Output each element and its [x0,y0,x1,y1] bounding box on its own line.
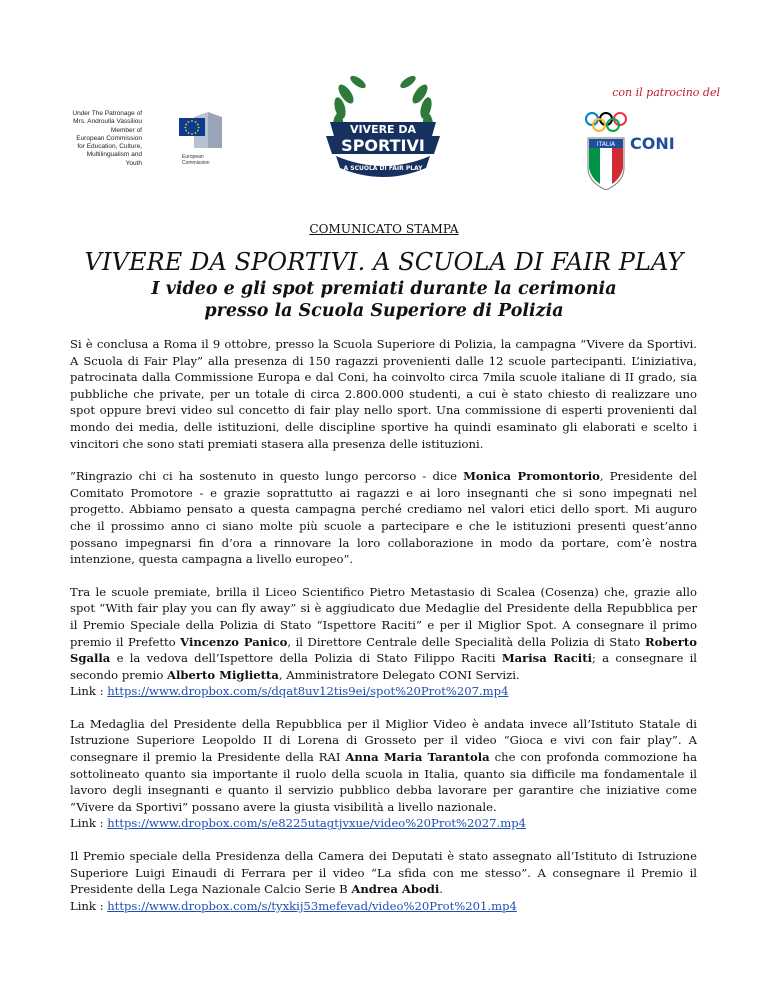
link-video-prot-1[interactable]: https://www.dropbox.com/s/tyxkij53mefevad/video%20Prot%201.mp4 [107,898,517,913]
coni-patronage-text: con il patrocino del [612,86,720,99]
link-spot-prot-7[interactable]: https://www.dropbox.com/s/dqat8uv12tis9ei/spot%20Prot%207.mp4 [107,684,509,699]
paragraph-leopoldo-lorena [70,716,697,832]
p4-text-a: La Medaglia del Presidente della Repubblica per il Miglior Video è andata invece all’Istituto Statale di Istruzione Superiore Leopoldo II di Lorena di Grosseto per il video “Gioca e vivi con fair play”. A consegnare il premio la Presidente della RAI [70,716,697,765]
main-title: VIVERE DA SPORTIVI. A SCUOLA DI FAIR PLAY [84,248,684,276]
vds-logo-line1: VIVERE DA [349,123,417,136]
comunicato-stampa-label: COMUNICATO STAMPA [309,222,459,236]
quote-text-a: ”Ringrazio chi ci ha sostenuto in questo lungo percorso - dice [70,469,464,484]
p3-text-e: e la vedova dell’Ispettore della Polizia di Stato Filippo Raciti [110,651,502,666]
paragraph-intro: Si è conclusa a Roma il 9 ottobre, presso la Scuola Superiore di Polizia, la campagna “Vivere da Sportivi. A Scuola di Fair Play” alla presenza di 150 ragazzi provenienti dalle 12 scuole partecipanti. L’iniziativa, patrocinata dalla Commissione Europa e dal Coni, ha coinvolto circa 7mila scuole italiane di II grado, sia pubbliche che private, per un totale di circa 2.800.000 studenti, a cui è stato chiesto di realizzare uno spot oppure brevi video sul concetto di fair play nello sport. Una commissione di esperti provenienti dal mondo dei media, delle istituzioni, delle discipline sportive ha quindi esaminato gli elaborati e scelto i vincitori che sono stati premiati stasera alla presenza delle istituzioni. [70,337,697,451]
subtitle: I video e gli spot premiati durante la cerimonia presso la Scuola Superiore di Polizia [151,279,617,321]
ec-logo-label: European Commission [182,154,210,166]
p3-text-a: Tra le scuole premiate, brilla il Liceo Scientifico Pietro Metastasio di Scalea (Cosenza) che, grazie allo spot “With fair play you can fly away” si è aggiudicato due Medaglie del Presidente della Repubblica per il Premio Speciale della Polizia di Stato “Ispettore Raciti” e per il Miglior Spot. A consegnare il primo premio il Prefetto [70,584,697,649]
link-label: Link : [70,898,108,913]
paragraph-liceo-metastasio [70,584,697,700]
p5-text-c: . [439,882,443,897]
p3-text-c: , il Direttore Centrale delle Specialità della Polizia di Stato [287,634,645,649]
link-video-prot-27[interactable]: https://www.dropbox.com/s/e8225utagtjvxue/video%20Prot%2027.mp4 [107,816,527,831]
vivere-da-sportivi-logo [316,64,450,184]
quote-text-c: , Presidente del Comitato Promotore - e grazie soprattutto ai ragazzi e ai loro insegnanti che si sono impegnati nel progetto. Abbiamo pensato a questa campagna perché crediamo nel valori etici dello sport. Mi auguro che il prossimo anno ci siano molte più scuole a partecipare e che le istituzioni presenti quest’anno possano impegnarsi fin d’ora a rinnovare la loro collaborazione in modo da portare, com’è nostra intenzione, questa campagna a livello europeo”. [70,469,697,567]
name-monica-promontorio: Monica Promontorio [463,469,600,484]
p4-text-c: che con profonda commozione ha sottolineato quanto sia importante il ruolo della scuola in Italia, quanto sia difficile ma fondamentale il lavoro degli insegnanti e quanto il servizio pubblico debba lavorare per garantire che iniziative come “Vivere da Sportivi” possano avere la giusta visibilità a livello nazionale. [70,750,697,814]
ec-patronage-block [58,108,238,168]
link-label: Link : [70,684,108,699]
vds-logo-line2: SPORTIVI [341,136,425,155]
coni-logo [582,110,682,190]
name-alberto-miglietta: Alberto Miglietta [167,667,279,682]
paragraph-einaudi-ferrara [70,848,697,914]
p3-text-g: ; a consegnare il secondo premio [70,651,697,682]
p5-text-a: Il Premio speciale della Presidenza della Camera dei Deputati è stato assegnato all’Istituto di Istruzione Superiore Luigi Einaudi di Ferrara per il video “La sfida con me stesso”. A consegnare il Premio il Presidente della Lega Nazionale Calcio Serie B [70,849,697,897]
name-roberto-sgalla: Roberto Sgalla [70,634,698,666]
paragraph-quote [70,468,697,568]
ec-patronage-text: Under The Patronage of Mrs. Androulla Vassiliou Member of European Commission for Education, Culture, Multilingualism and Youth [72,110,142,167]
p3-text-i: , Amministratore Delegato CONI Servizi. [278,667,520,682]
vds-logo-ribbon: A SCUOLA DI FAIR PLAY [343,165,423,172]
name-anna-maria-tarantola: Anna Maria Tarantola [345,750,490,765]
link-label: Link : [70,816,108,831]
coni-patronage-block [560,86,720,196]
link-line-video-27 [70,815,697,832]
name-andrea-abodi: Andrea Abodi [351,882,440,897]
coni-text: CONI [630,134,675,153]
name-marisa-raciti: Marisa Raciti [501,651,592,666]
name-vincenzo-panico: Vincenzo Panico [180,634,288,649]
coni-shield-text: ITALIA [596,141,616,148]
link-line-spot [70,683,697,700]
press-release-body [70,336,697,930]
link-line-video-1 [70,898,697,915]
